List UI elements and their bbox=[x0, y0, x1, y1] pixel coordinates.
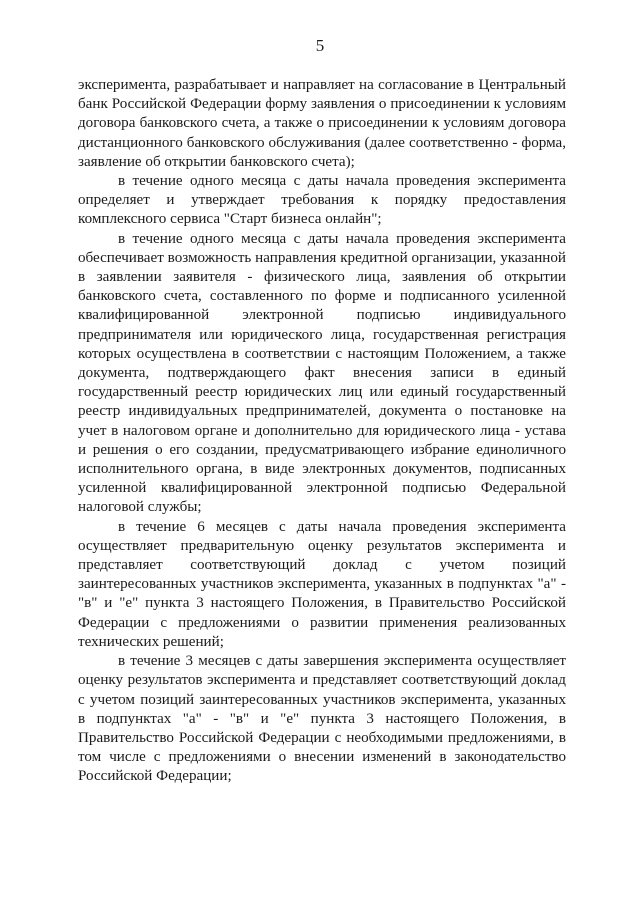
paragraph-requirements: в течение одного месяца с даты начала проведения эксперимента определяет и утверждает требования к порядку предоставления комплексного сервиса "Старт бизнеса онлайн"; bbox=[78, 173, 566, 228]
paragraph-final-assessment: в течение 3 месяцев с даты завершения эксперимента осуществляет оценку результатов эксперимента и представляет соответствующий доклад с учетом позиций заинтересованных участников эксперимента, указанных в подпунктах "а" - "в" и "е" пункта 3 настоящего Положения, в Правительство Российской Федерации с необходимыми предложениями, в том числе с предложениями о внесении изменений в законодательство Российской Федерации; bbox=[78, 653, 566, 785]
paragraph-account-application: в течение одного месяца с даты начала проведения эксперимента обеспечивает возможность направления кредитной организации, указанной в заявлении заявителя - физического лица, заявления об открытии банковского счета, составленного по форме и подписанного усиленной квалифицированной электронной подписью индивидуального предпринимателя или юридического лица, государственная регистрация которых осуществлена в соответствии с настоящим Положением, а также документа, подтверждающего факт внесения записи в единый государственный реестр юридических лиц или единый государственный реестр индивидуальных предпринимателей, документа о постановке на учет в налоговом органе и дополнительно для юридического лица - устава и решения о его создании, предусматривающего избрание единоличного исполнительного органа, в виде электронных документов, подписанных усиленной квалифицированной электронной подписью Федеральной налоговой службы; bbox=[78, 230, 566, 516]
document-body bbox=[78, 76, 566, 787]
page-number: 5 bbox=[315, 36, 325, 55]
paragraph-continuation: эксперимента, разрабатывает и направляет на согласование в Центральный банк Российской Федерации форму заявления о присоединении к условиям договора банковского счета, а также о присоединении к условиям договора дистанционного банковского обслуживания (далее соответственно - форма, заявление об открытии банковского счета); bbox=[78, 77, 566, 170]
paragraph-preliminary-assessment: в течение 6 месяцев с даты начала проведения эксперимента осуществляет предварительную оценку результатов эксперимента и представляет соответствующий доклад с учетом позиций заинтересованных участников эксперимента, указанных в подпунктах "а" - "в" и "е" пункта 3 настоящего Положения, в Правительство Российской Федерации с предложениями о развитии применения реализованных технических решений; bbox=[78, 518, 566, 650]
